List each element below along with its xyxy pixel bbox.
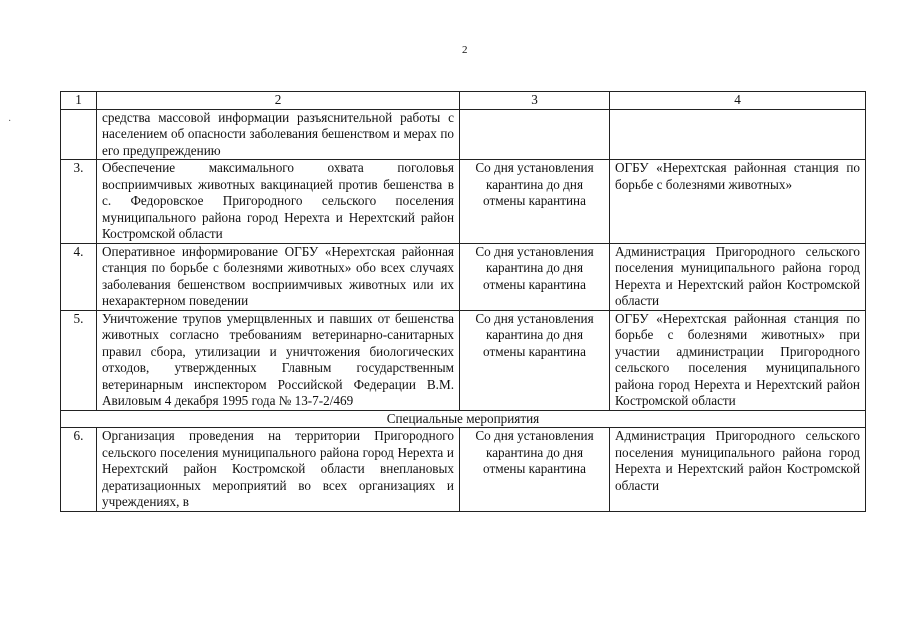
table-row: [61, 109, 866, 160]
margin-mark: ·: [8, 116, 12, 127]
responsible-text: ОГБУ «Нерехтская районная станция по борьбе с болезнями животных»: [610, 160, 866, 244]
table-row: [61, 160, 866, 244]
measure-text: Обеспечение максимального охвата поголовья восприимчивых животных вакцинацией против бешенства в с. Федоровское Пригородного сельского поселения муниципального района город Нерехта и Нерехтский район Костромской области: [97, 160, 460, 244]
measure-text: Уничтожение трупов умерщвленных и павших от бешенства животных согласно требованиям ветеринарно-санитарных правил сбора, утилизации и уничтожения биологических отходов, утвержденных Главным государственным ветеринарным инспектором Российской Федерации В.М. Авиловым 4 декабря 1995 года № 13-7-2/469: [97, 310, 460, 410]
section-row: [61, 410, 866, 428]
period-text: Со дня установления карантина до дня отмены карантина: [460, 160, 610, 244]
row-number: 4.: [61, 243, 97, 310]
row-number: 5.: [61, 310, 97, 410]
column-number: 1: [61, 92, 97, 110]
table-row: [61, 310, 866, 410]
row-number: [61, 109, 97, 160]
period-text: [460, 109, 610, 160]
page-number: 2: [462, 44, 468, 56]
column-number: 4: [610, 92, 866, 110]
column-number: 2: [97, 92, 460, 110]
section-title: Специальные мероприятия: [61, 410, 866, 428]
measure-text: средства массовой информации разъяснительной работы с населением об опасности заболевания бешенством и мерах по его предупреждению: [97, 109, 460, 160]
responsible-text: [610, 109, 866, 160]
row-number: 3.: [61, 160, 97, 244]
column-number-row: [61, 92, 866, 110]
responsible-text: Администрация Пригородного сельского поселения муниципального района город Нерехта и Нерехтский район Костромской области: [610, 428, 866, 512]
column-number: 3: [460, 92, 610, 110]
period-text: Со дня установления карантина до дня отмены карантина: [460, 428, 610, 512]
period-text: Со дня установления карантина до дня отмены карантина: [460, 310, 610, 410]
measure-text: Организация проведения на территории Пригородного сельского поселения муниципального района город Нерехта и Нерехтский район Костромской области внеплановых дератизационных мероприятий во всех организациях и учреждениях, в: [97, 428, 460, 512]
table-row: [61, 243, 866, 310]
row-number: 6.: [61, 428, 97, 512]
responsible-text: Администрация Пригородного сельского поселения муниципального района город Нерехта и Нерехтский район Костромской области: [610, 243, 866, 310]
measures-table: [60, 91, 866, 512]
table-row: [61, 428, 866, 512]
responsible-text: ОГБУ «Нерехтская районная станция по борьбе с болезнями животных» при участии администрации Пригородного сельского поселения муниципального района город Нерехта и Нерехтский район Костромской области: [610, 310, 866, 410]
measure-text: Оперативное информирование ОГБУ «Нерехтская районная станция по борьбе с болезнями животных» обо всех случаях заболевания бешенством восприимчивых животных или их нехарактерном поведении: [97, 243, 460, 310]
period-text: Со дня установления карантина до дня отмены карантина: [460, 243, 610, 310]
